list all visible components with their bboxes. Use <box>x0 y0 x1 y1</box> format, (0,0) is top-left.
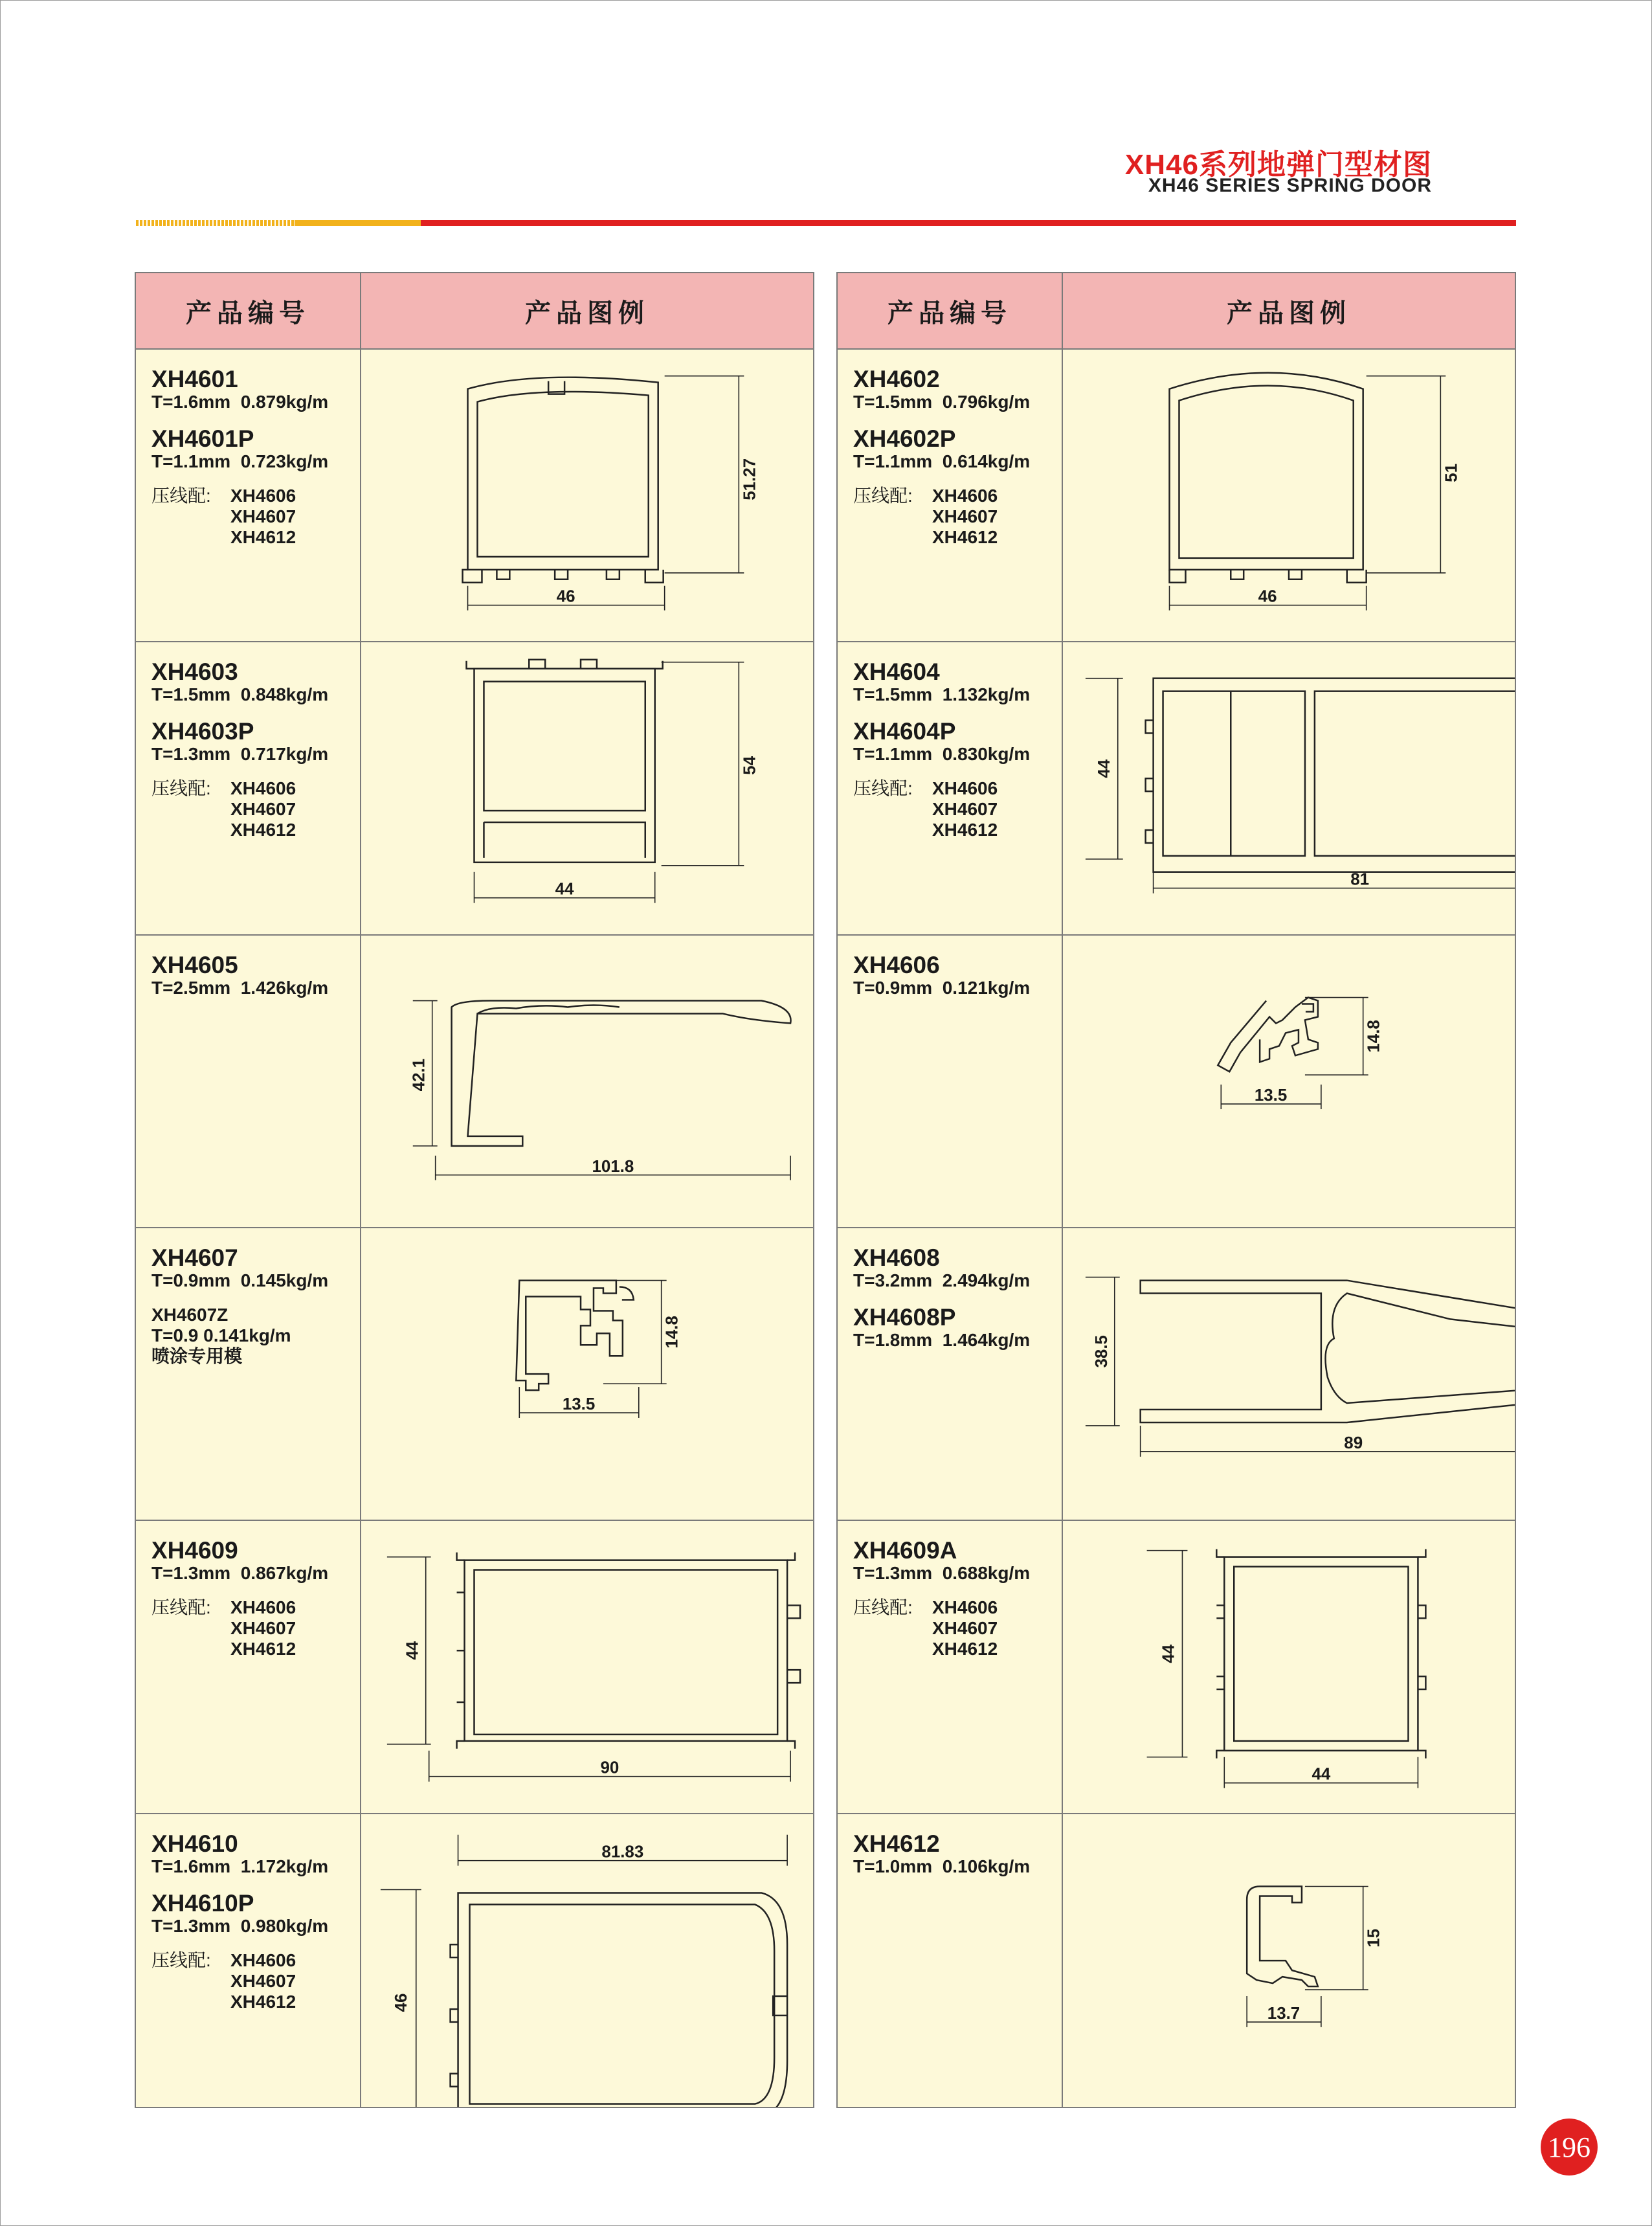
press-line-label: 压线配: <box>151 1597 211 1618</box>
product-code-cell <box>136 1521 361 1814</box>
product-code-cell <box>838 350 1063 642</box>
column-header-code: 产品编号 <box>136 273 361 350</box>
press-line-item: XH4606 <box>932 778 998 799</box>
press-line-list <box>853 778 1062 840</box>
dimension-label: 44 <box>1312 1765 1331 1784</box>
profile-table-left <box>135 272 814 2108</box>
press-line-item: XH4606 <box>230 1597 296 1618</box>
dimension-label: 51 <box>1442 463 1461 482</box>
press-line-item: XH4607 <box>230 506 296 526</box>
product-code-cell <box>838 936 1063 1228</box>
dimension-label: 101.8 <box>592 1157 634 1176</box>
product-spec: T=1.3mm 0.867kg/m <box>151 1563 329 1584</box>
dimension-label: 38.5 <box>1092 1335 1111 1368</box>
product-code-cell <box>136 350 361 642</box>
product-spec: T=3.2mm 2.494kg/m <box>853 1270 1031 1290</box>
dimension-label: 46 <box>392 1993 410 2012</box>
product-code-variant: XH4604P <box>853 718 956 745</box>
column-header-figure: 产品图例 <box>1063 273 1515 350</box>
press-line-label: 压线配: <box>151 1950 211 1970</box>
product-spec-variant: T=1.1mm 0.830kg/m <box>853 744 1031 765</box>
product-code: XH4609 <box>151 1537 238 1564</box>
dimension-label: 81 <box>1350 871 1370 890</box>
press-line-item: XH4607 <box>932 799 998 820</box>
product-spec: T=0.9mm 0.121kg/m <box>853 977 1031 998</box>
profile-xh4606-icon <box>1063 936 1515 1227</box>
dimension-label: 44 <box>403 1641 422 1660</box>
product-note: T=0.9 0.141kg/m <box>151 1325 291 1345</box>
page-subtitle: XH46 SERIES SPRING DOOR <box>1148 175 1432 196</box>
profile-xh4609a-icon <box>1063 1521 1515 1812</box>
press-line-item: XH4606 <box>932 1597 998 1618</box>
product-figure-cell <box>361 1521 813 1814</box>
product-code-cell <box>136 642 361 935</box>
press-line-item: XH4612 <box>932 820 998 840</box>
profile-xh4608-icon <box>1063 1228 1515 1520</box>
product-spec-variant: T=1.8mm 1.464kg/m <box>853 1330 1031 1350</box>
product-figure-cell <box>1063 642 1515 935</box>
press-line-item: XH4612 <box>230 820 296 840</box>
product-note: XH4607Z <box>151 1305 229 1325</box>
profile-xh4607-icon <box>361 1228 813 1520</box>
product-code: XH4606 <box>853 951 940 978</box>
product-code-cell <box>838 1228 1063 1521</box>
column-header-figure: 产品图例 <box>361 273 813 350</box>
product-code: XH4605 <box>151 951 238 978</box>
product-figure-cell <box>1063 936 1515 1228</box>
profile-xh4601-icon <box>361 350 813 641</box>
product-code: XH4612 <box>853 1830 940 1857</box>
press-line-label: 压线配: <box>853 778 913 799</box>
press-line-item: XH4612 <box>932 527 998 547</box>
press-line-list <box>151 486 360 548</box>
product-code: XH4609A <box>853 1537 957 1564</box>
product-figure-cell <box>361 642 813 935</box>
dimension-label: 81.83 <box>601 1843 644 1861</box>
press-line-label: 压线配: <box>151 486 211 506</box>
product-spec: T=0.9mm 0.145kg/m <box>151 1270 329 1290</box>
product-code-cell <box>136 1814 361 2107</box>
profile-xh4605-icon <box>361 936 813 1227</box>
press-line-item: XH4606 <box>230 1950 296 1970</box>
product-code: XH4610 <box>151 1830 238 1857</box>
product-spec: T=1.5mm 0.848kg/m <box>151 684 329 705</box>
product-code-cell <box>838 642 1063 935</box>
page-number: 196 <box>1541 2119 1598 2175</box>
press-line-item: XH4607 <box>230 1970 296 1991</box>
press-line-label: 压线配: <box>853 486 913 506</box>
product-spec: T=2.5mm 1.426kg/m <box>151 977 329 998</box>
dimension-label: 46 <box>556 587 575 606</box>
press-line-item: XH4612 <box>230 1639 296 1659</box>
dimension-label: 15 <box>1365 1928 1383 1948</box>
header-rule <box>136 220 1516 226</box>
product-spec: T=1.3mm 0.688kg/m <box>853 1563 1031 1584</box>
dimension-label: 54 <box>741 756 759 776</box>
dimension-label: 89 <box>1344 1433 1363 1452</box>
product-figure-cell <box>1063 1814 1515 2107</box>
press-line-item: XH4607 <box>230 799 296 820</box>
product-code-variant: XH4601P <box>151 425 254 452</box>
press-line-item: XH4607 <box>230 1618 296 1639</box>
press-line-item: XH4612 <box>230 1991 296 2012</box>
press-line-label: 压线配: <box>151 778 211 799</box>
press-line-item: XH4606 <box>230 778 296 799</box>
dimension-label: 90 <box>600 1759 620 1778</box>
profile-xh4609-icon <box>361 1521 813 1812</box>
press-line-item: XH4612 <box>230 527 296 547</box>
profile-table-right <box>836 272 1516 2108</box>
product-code-cell <box>136 936 361 1228</box>
column-header-code: 产品编号 <box>838 273 1063 350</box>
product-figure-cell <box>361 1814 813 2107</box>
product-spec: T=1.6mm 1.172kg/m <box>151 1856 329 1876</box>
profile-xh4612-icon <box>1063 1814 1515 2107</box>
dimension-label: 46 <box>1258 587 1277 606</box>
press-line-list <box>151 778 360 840</box>
dimension-label: 13.5 <box>562 1395 596 1414</box>
product-spec-variant: T=1.1mm 0.723kg/m <box>151 451 329 471</box>
press-line-label: 压线配: <box>853 1597 913 1618</box>
product-code: XH4602 <box>853 366 940 392</box>
press-line-list <box>151 1950 360 2012</box>
product-code-variant: XH4610P <box>151 1889 254 1917</box>
press-line-list <box>151 1597 360 1659</box>
press-line-list <box>853 486 1062 548</box>
product-code-cell <box>136 1228 361 1521</box>
product-code: XH4601 <box>151 366 238 392</box>
press-line-item: XH4606 <box>932 486 998 506</box>
dimension-label: 44 <box>1159 1645 1178 1663</box>
product-code: XH4603 <box>151 658 238 686</box>
product-figure-cell <box>361 1228 813 1521</box>
product-figure-cell <box>1063 1521 1515 1814</box>
product-code-variant: XH4603P <box>151 718 254 745</box>
product-code: XH4608 <box>853 1244 940 1271</box>
product-spec: T=1.5mm 0.796kg/m <box>853 392 1031 412</box>
press-line-item: XH4607 <box>932 1618 998 1639</box>
product-figure-cell <box>361 350 813 642</box>
product-code-cell <box>838 1814 1063 2107</box>
dimension-label: 13.5 <box>1254 1086 1288 1105</box>
product-spec: T=1.6mm 0.879kg/m <box>151 392 329 412</box>
press-line-item: XH4606 <box>230 486 296 506</box>
product-figure-cell <box>361 936 813 1228</box>
product-spec: T=1.5mm 1.132kg/m <box>853 684 1031 705</box>
product-code-variant: XH4608P <box>853 1304 956 1331</box>
product-code-cell <box>838 1521 1063 1814</box>
dimension-label: 44 <box>555 881 574 899</box>
profile-xh4603-icon <box>361 642 813 934</box>
product-code-variant: XH4602P <box>853 425 956 452</box>
product-note: 喷涂专用模 <box>151 1346 243 1366</box>
product-code: XH4607 <box>151 1244 238 1271</box>
press-line-item: XH4607 <box>932 506 998 526</box>
dimension-label: 14.8 <box>1365 1019 1383 1053</box>
dimension-label: 44 <box>1095 759 1113 778</box>
product-spec-variant: T=1.3mm 0.717kg/m <box>151 744 329 765</box>
product-figure-cell <box>1063 350 1515 642</box>
dimension-label: 13.7 <box>1267 2004 1300 2023</box>
product-figure-cell <box>1063 1228 1515 1521</box>
product-spec-variant: T=1.3mm 0.980kg/m <box>151 1915 329 1936</box>
profile-xh4610-icon <box>361 1814 813 2107</box>
page-title: XH46系列地弹门型材图 <box>1124 149 1432 181</box>
dimension-label: 42.1 <box>410 1058 429 1092</box>
product-spec: T=1.0mm 0.106kg/m <box>853 1856 1031 1876</box>
dimension-label: 51.27 <box>741 458 759 500</box>
press-line-item: XH4612 <box>932 1639 998 1659</box>
profile-xh4602-icon <box>1063 350 1515 641</box>
dimension-label: 14.8 <box>663 1316 682 1349</box>
press-line-list <box>853 1597 1062 1659</box>
profile-xh4604-icon <box>1063 642 1515 934</box>
product-spec-variant: T=1.1mm 0.614kg/m <box>853 451 1031 471</box>
product-code: XH4604 <box>853 658 940 686</box>
